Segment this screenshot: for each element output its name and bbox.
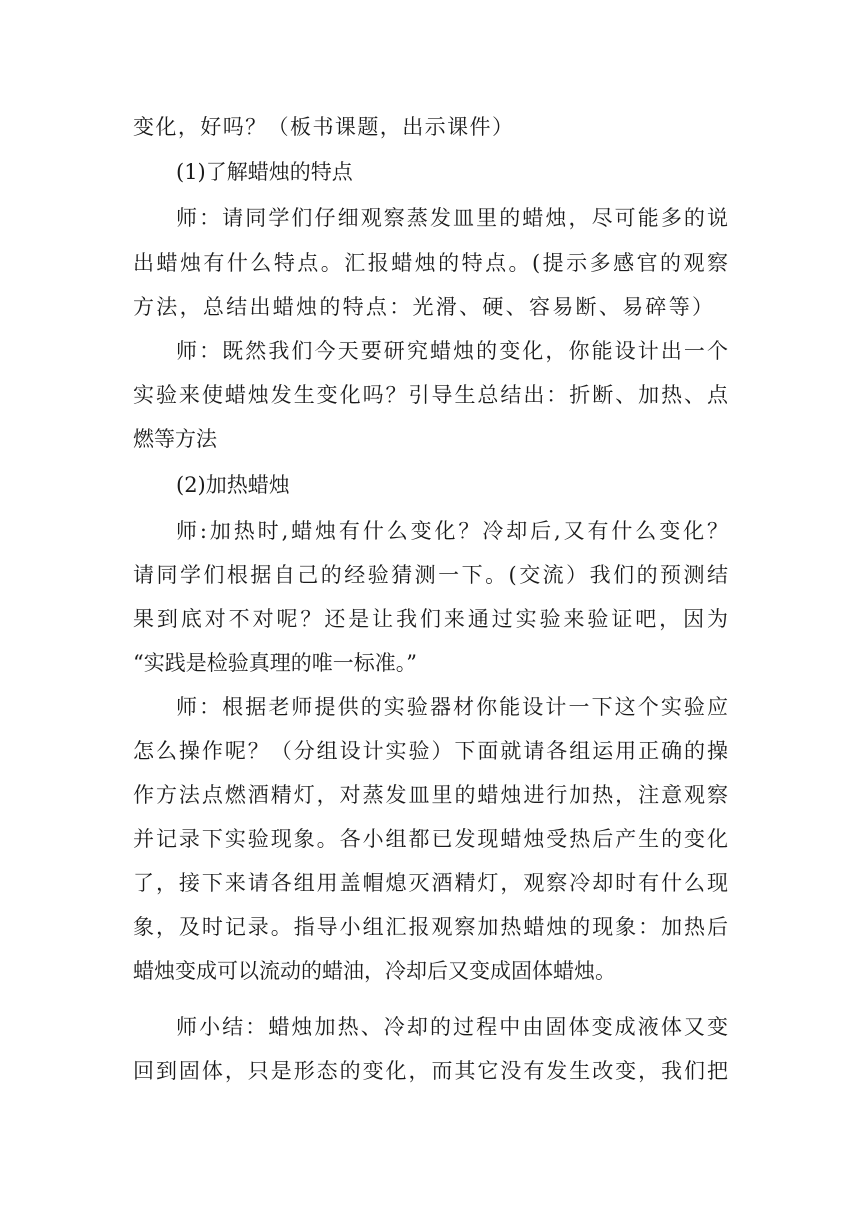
text-line: 回到固体，只是形态的变化，而其它没有发生改变，我们把: [133, 1059, 728, 1083]
text-line: 蜡烛变成可以流动的蜡油，冷却后又变成固体蜡烛。: [133, 959, 616, 983]
text-line: “实践是检验真理的唯一标准。”: [133, 651, 417, 675]
text-line: 怎么操作呢？（分组设计实验）下面就请各组运用正确的操: [133, 739, 728, 763]
text-line: 变化，好吗？（板书课题，出示课件）: [133, 115, 513, 139]
text-line: 师：既然我们今天要研究蜡烛的变化，你能设计出一个: [176, 339, 728, 363]
text-line: 出蜡烛有什么特点。汇报蜡烛的特点。(提示多感官的观察: [133, 251, 728, 275]
text-line: 方法，总结出蜡烛的特点：光滑、硬、容易断、易碎等）: [133, 295, 713, 319]
section-heading-1: (1)了解蜡烛的特点: [176, 160, 353, 184]
text-line: 请同学们根据自己的经验猜测一下。(交流）我们的预测结: [133, 563, 728, 587]
text-line: 师：请同学们仔细观察蒸发皿里的蜡烛，尽可能多的说: [176, 206, 728, 230]
text-line: 象，及时记录。指导小组汇报观察加热蜡烛的现象：加热后: [133, 915, 728, 939]
text-line: 燃等方法: [133, 427, 217, 451]
text-line: 作方法点燃酒精灯，对蒸发皿里的蜡烛进行加热，注意观察: [133, 783, 728, 807]
text-line: 师小结：蜡烛加热、冷却的过程中由固体变成液体又变: [176, 1015, 728, 1039]
section-heading-2: (2)加热蜡烛: [176, 473, 290, 497]
text-line: 实验来使蜡烛发生变化吗？引导生总结出：折断、加热、点: [133, 383, 728, 407]
text-line: 了，接下来请各组用盖帽熄灭酒精灯，观察冷却时有什么现: [133, 871, 728, 895]
text-line: 师:加热时,蜡烛有什么变化？冷却后,又有什么变化？: [176, 519, 728, 543]
text-line: 并记录下实验现象。各小组都已发现蜡烛受热后产生的变化: [133, 827, 728, 851]
text-line: 果到底对不对呢？还是让我们来通过实验来验证吧，因为: [133, 607, 728, 631]
text-line: 师：根据老师提供的实验器材你能设计一下这个实验应: [176, 695, 728, 719]
